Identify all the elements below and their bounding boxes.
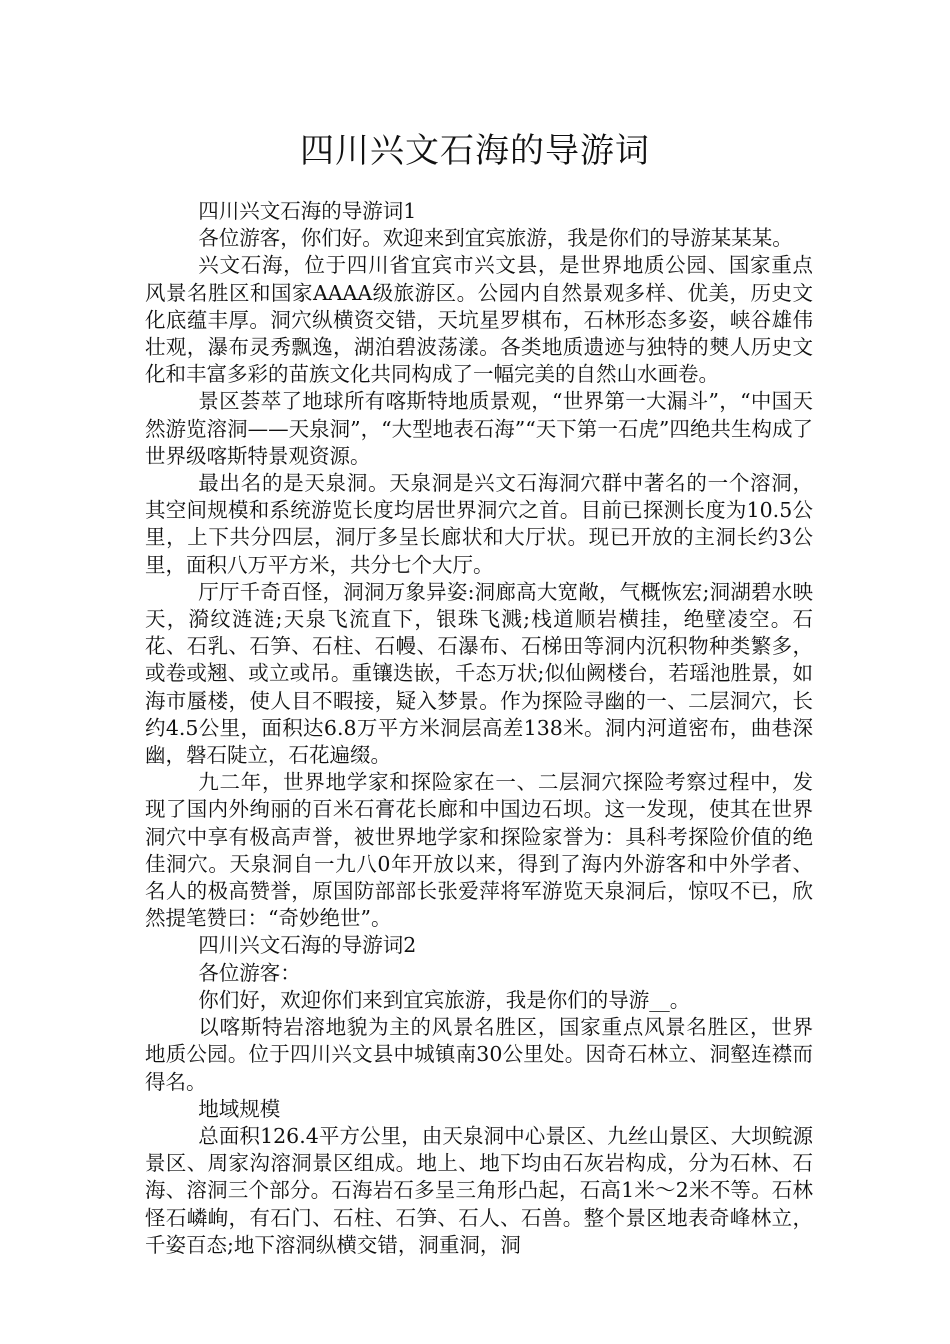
document-title: 四川兴文石海的导游词 (300, 131, 650, 171)
paragraph-cave-halls: 厅厅千奇百怪，洞洞万象异姿:洞廊高大宽敞，气概恢宏;洞湖碧水映天，漪纹涟涟;天泉飞流直下，银珠飞溅;栈道顺岩横挂，绝壁凌空。石花、石乳、石笋、石柱、石幔、石瀑布、石梯田等洞内沉积物种类繁多，或卷或翘、或立或吊。重镶迭嵌，千态万状;似仙阙楼台，若瑶池胜景，如海市蜃楼，使人目不暇接，疑入梦景。作为探险寻幽的一、二层洞穴，长约4.5公里，面积达6.8万平方米洞层高差138米。洞内河道密布，曲巷深幽，磐石陡立，石花遍缀。 (145, 579, 813, 768)
paragraph-section-heading-2: 四川兴文石海的导游词2 (198, 933, 417, 958)
paragraph-subheading-scale: 地域规模 (198, 1096, 281, 1121)
paragraph-exploration-history: 九二年，世界地学家和探险家在一、二层洞穴探险考察过程中，发现了国内外绚丽的百米石膏花长廊和中国边石坝。这一发现，使其在世界洞穴中享有极高声誉，被世界地学家和探险家誉为：具科考探险价值的绝佳洞穴。天泉洞自一九八0年开放以来，得到了海内外游客和中外学者、名人的极高赞誉，原国防部部长张爱萍将军游览天泉洞后，惊叹不已，欣然提笔赞曰：“奇妙绝世”。 (145, 770, 813, 931)
paragraph-tianquan-cave: 最出名的是天泉洞。天泉洞是兴文石海洞穴群中著名的一个溶洞，其空间规模和系统游览长度均居世界洞穴之首。目前已探测长度为10.5公里，上下共分四层，洞厅多呈长廊状和大厅状。现已开放的主洞长约3公里，面积八万平方米，共分七个大厅。 (145, 471, 813, 577)
paragraph-section-heading-1: 四川兴文石海的导游词1 (198, 199, 417, 223)
paragraph-overview-2: 以喀斯特岩溶地貌为主的风景名胜区，国家重点风景名胜区，世界地质公园。位于四川兴文县中城镇南30公里处。因奇石林立、洞壑连襟而得名。 (145, 1015, 813, 1094)
paragraph-introduction: 兴文石海，位于四川省宜宾市兴文县，是世界地质公园、国家重点风景名胜区和国家AAAA级旅游区。公园内自然景观多样、优美，历史文化底蕴丰厚。洞穴纵横资交错，天坑星罗棋布，石林形态多姿，峡谷雄伟壮观，瀑布灵秀飘逸，湖泊碧波荡漾。各类地质遗迹与独特的僰人历史文化和丰富多彩的苗族文化共同构成了一幅完美的自然山水画卷。 (145, 253, 813, 387)
paragraph-greeting-2: 各位游客： (198, 960, 301, 985)
paragraph-scenic-highlights: 景区荟萃了地球所有喀斯特地质景观，“世界第一大漏斗”，“中国天然游览溶洞——天泉洞”，“大型地表石海”“天下第一石虎”四绝共生构成了世界级喀斯特景观资源。 (145, 389, 813, 468)
paragraph-greeting-1: 各位游客，你们好。欢迎来到宜宾旅游，我是你们的导游某某某。 (198, 226, 793, 251)
paragraph-area-description: 总面积126.4平方公里，由天泉洞中心景区、九丝山景区、大坝鲩源景区、周家沟溶洞景区组成。地上、地下均由石灰岩构成，分为石林、石海、溶洞三个部分。石海岩石多呈三角形凸起，石高1米～2米不等。石林怪石嶙峋，有石门、石柱、石笋、石人、石兽。整个景区地表奇峰林立，千姿百态;地下溶洞纵横交错，洞重洞，洞 (145, 1123, 813, 1257)
paragraph-welcome-2: 你们好，欢迎你们来到宜宾旅游，我是你们的导游__。 (198, 987, 691, 1012)
document-body (145, 198, 813, 1259)
